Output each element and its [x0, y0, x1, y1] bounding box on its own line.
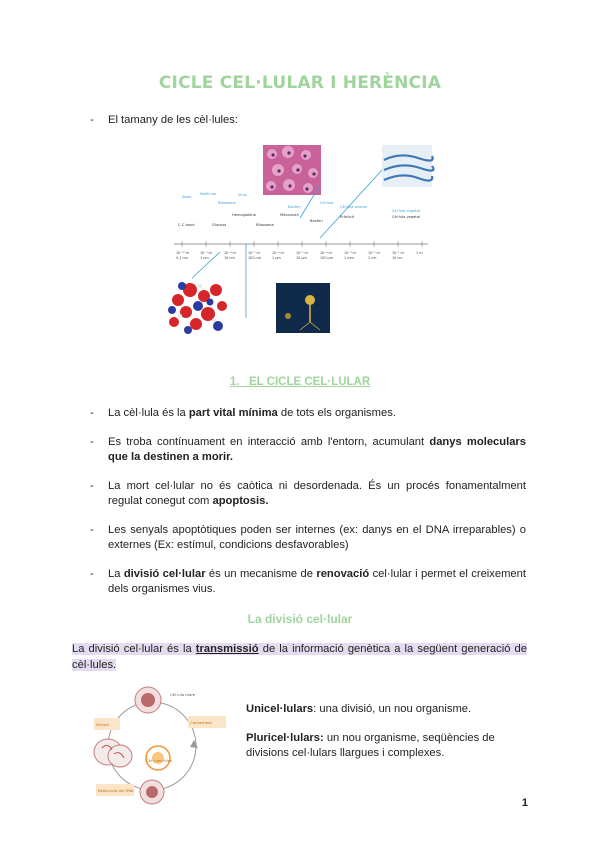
text-run: cel·lular i permet el creixement dels organismes vius.	[108, 568, 526, 595]
scale-upper-label: Ribosoma	[218, 201, 236, 205]
bullet-dash: -	[90, 568, 94, 580]
section-1-number: 1.	[229, 376, 240, 388]
scale-item-label: C-C bond	[178, 223, 195, 227]
bullet-text	[108, 406, 526, 421]
unicellular-text: : una divisió, un nou organisme.	[313, 703, 472, 715]
scale-item-label: Ribosoma	[256, 223, 274, 227]
plant-cell-micrograph	[382, 145, 434, 187]
scale-upper-label: Bacteri	[288, 205, 301, 209]
intro-line	[90, 113, 526, 128]
bullet-item	[90, 406, 526, 421]
cycle-arrow-head	[190, 740, 198, 748]
bullet-item	[90, 479, 526, 509]
text-run: de tots els organismes.	[277, 407, 396, 419]
text-run: Les senyals apoptòtiques poden ser internes (ex: danys en el DNA irreparables) o externes (Ex: estímul, condicions desfavorables)	[108, 524, 526, 551]
bullet-item	[90, 435, 526, 465]
paragraph-text-before: La divisió cel·lular és la	[72, 643, 196, 655]
intro-dash: -	[90, 114, 94, 126]
scale-tick-label: 10⁻² m 1 cm	[368, 251, 380, 260]
scale-tick-label: 10⁻⁴ m 100 µm	[320, 251, 334, 260]
scale-tick-label: 10⁻⁶ m 1 µm	[272, 251, 284, 260]
division-paragraph	[72, 641, 527, 673]
scale-item-label: Bacteri	[310, 219, 323, 223]
bullet-dash: -	[90, 436, 94, 448]
bold-run: danys moleculars que la destinen a morir.	[108, 436, 526, 463]
scale-upper-labels	[182, 192, 420, 213]
bullet-dash: -	[90, 480, 94, 492]
text-run: Es troba contínuament en interacció amb l'entorn, acumulant	[108, 436, 430, 448]
bullet-text	[108, 523, 526, 553]
scale-upper-label: Cèl·lula	[320, 201, 334, 205]
scale-tick-label: 10⁻¹⁰ m 0,1 nm	[176, 251, 190, 260]
scale-upper-label: Cèl·lula animal	[340, 205, 367, 209]
scale-item-label: Eritròcit	[340, 215, 355, 219]
cell-cycle-figure	[90, 684, 230, 806]
cycle-label: Divisió	[96, 722, 109, 727]
daughter-cell	[140, 780, 164, 804]
bullet-item	[90, 567, 526, 597]
dividing-cell	[94, 739, 132, 767]
bullet-text	[108, 479, 526, 509]
text-run: La cèl·lula és la	[108, 407, 189, 419]
cycle-label: Cèl·lules filles	[146, 758, 173, 763]
text-run: La	[108, 568, 124, 580]
cycle-label: Cèl·lula mare	[170, 692, 196, 697]
paragraph-text-after: de la informació genètica a la següent generació de cèl·lules.	[72, 643, 527, 671]
scale-item-label: Mitocondri	[280, 213, 299, 217]
unicellular-note	[246, 702, 536, 717]
bullet-dash: -	[90, 524, 94, 536]
bullet-text	[108, 435, 526, 465]
cycle-label: Creixement	[190, 720, 212, 725]
intro-text: El tamany de les cèl·lules:	[108, 114, 238, 126]
pluricellular-note	[246, 731, 536, 761]
text-run: és un mecanisme de	[205, 568, 317, 580]
scale-tick-label: 10⁻⁸ m 10 nm	[224, 251, 236, 260]
page-title: CICLE CEL·LULAR I HERÈNCIA	[158, 73, 442, 93]
scale-upper-label: Molècula	[200, 192, 216, 196]
scale-tick-label: 1 m	[416, 251, 423, 255]
section-1-heading	[0, 376, 600, 388]
cell-size-scale-figure	[160, 140, 440, 345]
pluricellular-label: Pluricel·lulars:	[246, 732, 324, 744]
scale-item-label: Cèl·lula vegetal	[392, 215, 420, 219]
scale-tick-label: 10⁻⁹ m 1 nm	[200, 251, 212, 260]
highlighted-text	[72, 643, 527, 671]
bold-run: renovació	[316, 568, 370, 580]
scale-item-labels	[178, 213, 420, 227]
mother-cell	[135, 687, 161, 713]
bold-run: apoptosis.	[212, 495, 269, 507]
scale-item-label: Hemoglobina	[232, 213, 256, 217]
virus-micrograph	[276, 283, 330, 333]
section-2-heading: La divisió cel·lular	[247, 612, 353, 626]
pluricellular-text: un nou organisme, seqüències de divisions cel·lulars llargues i complexes.	[246, 732, 495, 759]
bullet-dash: -	[90, 407, 94, 419]
text-run: La mort cel·lular no és caòtica ni desordenada. És un procés fonamentalment regulat conegut com	[108, 480, 526, 507]
bullet-text	[108, 567, 526, 597]
tissue-micrograph	[263, 145, 321, 195]
scale-tick-label: 10⁻³ m 1 mm	[344, 251, 356, 260]
scale-upper-label: Cèl·lula vegetal	[392, 209, 420, 213]
scale-item-label: Glucosa	[212, 223, 227, 227]
bold-run: part vital mínima	[188, 407, 278, 419]
section-1-title: EL CICLE CEL·LULAR	[249, 376, 371, 388]
scale-tick-label: 10⁻¹ m 10 cm	[392, 251, 404, 260]
protein-model-image	[162, 276, 232, 338]
scale-upper-label: Virus	[238, 193, 248, 197]
bold-run: divisió cel·lular	[123, 568, 206, 580]
bullet-item	[90, 523, 526, 553]
page-number: 1	[521, 797, 528, 809]
unicellular-label: Unicel·lulars	[246, 703, 314, 715]
scale-tick-label: 10⁻⁵ m 10 µm	[296, 251, 308, 260]
paragraph-strong: transmissió	[195, 643, 259, 655]
scale-tick-label: 10⁻⁷ m 100 nm	[248, 251, 262, 260]
scale-upper-label: Àtom	[182, 195, 192, 199]
cycle-label: Replicació del DNA	[98, 788, 134, 793]
